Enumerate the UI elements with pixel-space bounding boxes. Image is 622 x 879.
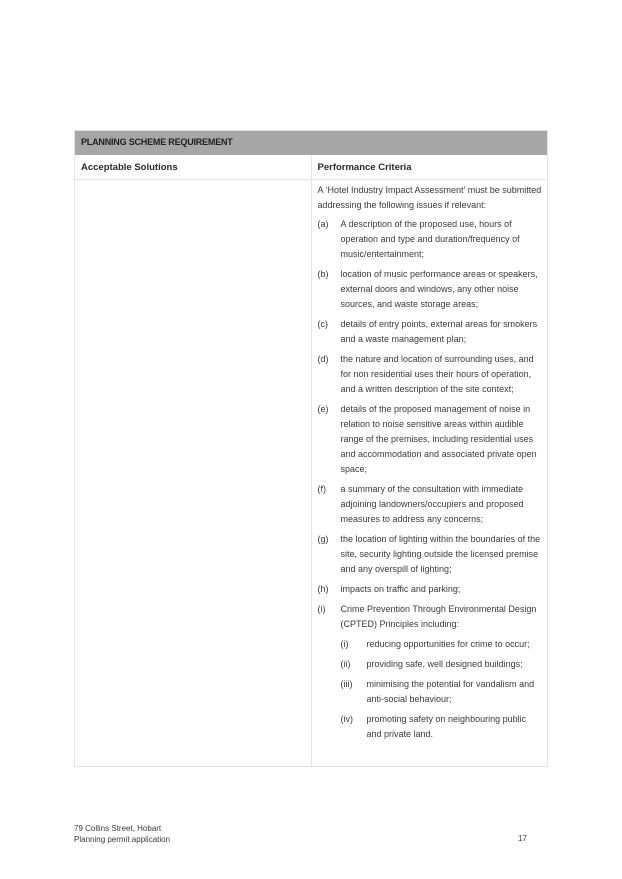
column-headers (75, 155, 547, 180)
table-body (75, 180, 547, 766)
sub-item-text: minimising the potential for vandalism and anti-social behaviour; (366, 679, 535, 704)
item-label: (c) (317, 319, 328, 329)
item-text: location of music performance areas or speakers, external doors and windows, any other noise sources, and waste storage areas; (340, 269, 538, 309)
item-label: (h) (317, 584, 329, 594)
performance-criteria-cell (312, 180, 548, 766)
col-acceptable-solutions: Acceptable Solutions (75, 155, 312, 179)
item-text: impacts on traffic and parking; (340, 584, 461, 594)
item-text: details of entry points, external areas for smokers and a waste management plan; (340, 319, 538, 344)
list-item (318, 317, 543, 347)
item-label: (f) (317, 484, 326, 494)
item-text: Crime Prevention Through Environmental Design (CPTED) Principles including: (340, 604, 537, 629)
col-performance-criteria: Performance Criteria (317, 162, 412, 173)
sub-list-item (341, 657, 543, 672)
requirements-table (74, 130, 548, 767)
sub-list-item (341, 677, 543, 707)
footer-address: 79 Collins Street, Hobart (74, 824, 162, 833)
item-text: details of the proposed management of noise in relation to noise sensitive areas within audible range of the premises, including residential uses and accommodation and associated private open space; (340, 404, 537, 474)
list-item (318, 352, 543, 397)
item-text: the location of lighting within the boundaries of the site, security lighting outside the licensed premise and any overspill of lighting; (340, 534, 541, 574)
item-label: (d) (317, 354, 329, 364)
item-text: the nature and location of surrounding uses, and for non residential uses their hours of operation, and a written description of the site context; (340, 354, 534, 394)
acceptable-solutions-cell (75, 180, 312, 766)
item-label: (a) (317, 219, 329, 229)
list-item (318, 482, 543, 527)
item-label: (i) (317, 604, 326, 614)
intro-text: A ‘Hotel Industry Impact Assessment’ must be submitted addressing the following issues if relevant: (317, 185, 542, 210)
list-item (318, 532, 543, 577)
table-header: PLANNING SCHEME REQUIREMENT (75, 131, 547, 155)
list-item (318, 602, 543, 742)
page-footer (74, 823, 170, 845)
sub-item-label: (iii) (340, 679, 353, 689)
sub-item-text: promoting safety on neighbouring public and private land. (366, 714, 527, 739)
sub-item-text: reducing opportunities for crime to occur; (366, 639, 530, 649)
page-number: 17 (518, 834, 527, 843)
item-text: a summary of the consultation with immediate adjoining landowners/occupiers and proposed measures to address any concerns; (340, 484, 524, 524)
list-item (318, 582, 543, 597)
sub-item-label: (i) (340, 639, 349, 649)
footer-title: Planning permit application (74, 835, 171, 844)
sub-item-text: providing safe, well designed buildings; (366, 659, 523, 669)
item-body (341, 602, 543, 742)
list-item (318, 402, 543, 477)
sub-item-label: (ii) (340, 659, 351, 669)
sub-list-item (341, 637, 543, 652)
item-label: (g) (317, 534, 329, 544)
list-item (318, 217, 543, 262)
item-text: A description of the proposed use, hours of operation and type and duration/frequency of music/entertainment; (340, 219, 520, 259)
list-item (318, 267, 543, 312)
item-label: (b) (317, 269, 329, 279)
sub-item-label: (iv) (340, 714, 353, 724)
item-label: (e) (317, 404, 329, 414)
sub-list-item (341, 712, 543, 742)
